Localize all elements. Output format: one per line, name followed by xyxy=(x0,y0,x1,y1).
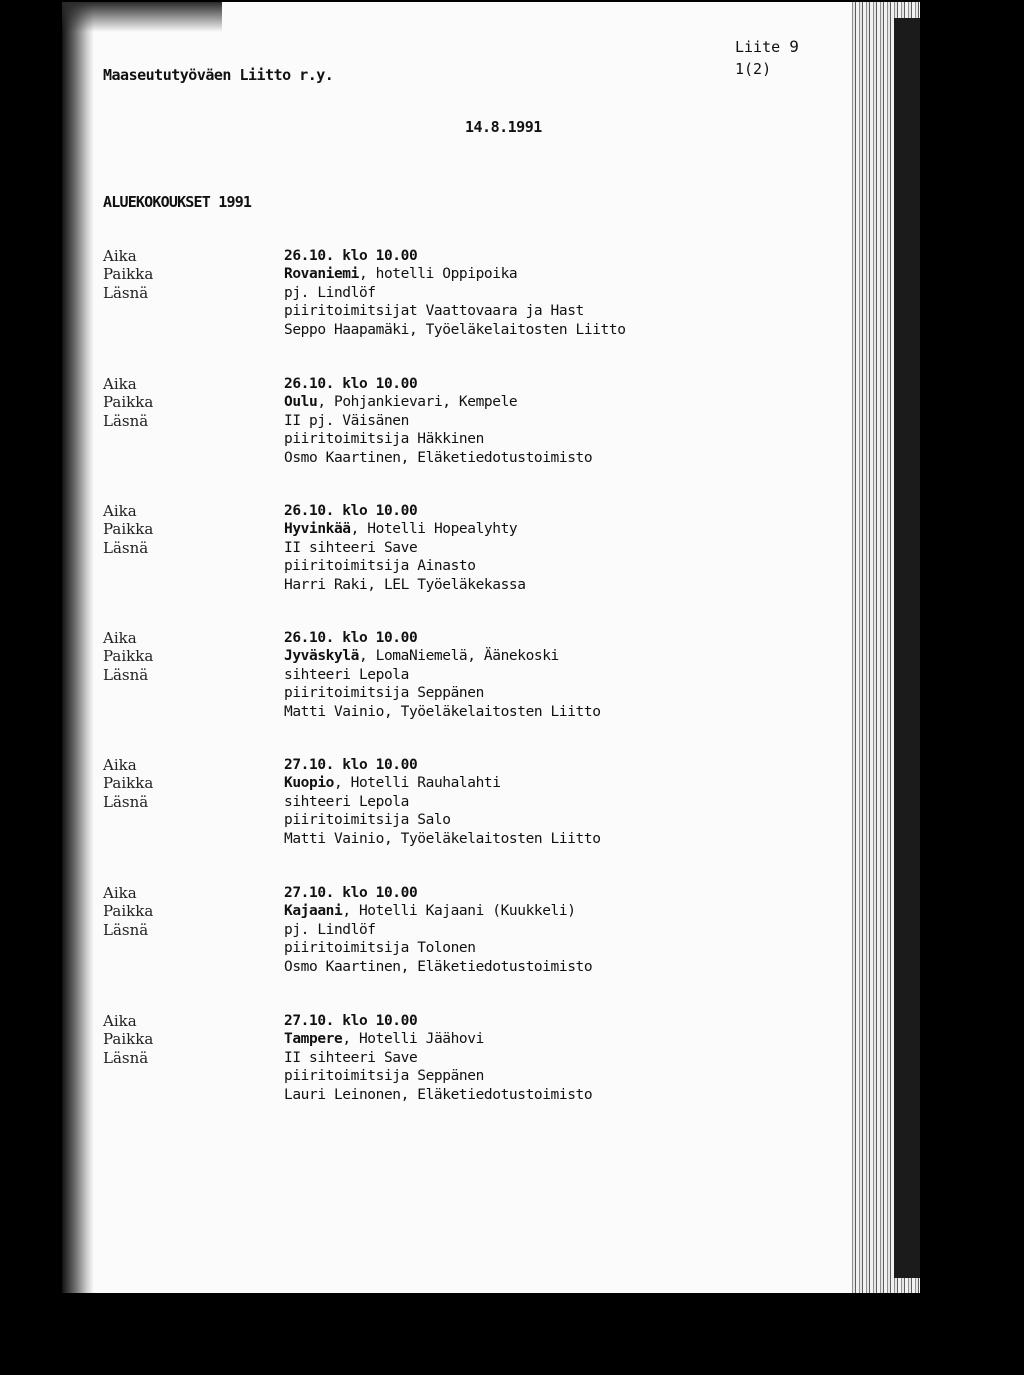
attendee: pj. Lindlöf xyxy=(284,284,376,301)
attendee: piiritoimitsijat Vaattovaara ja Hast xyxy=(284,303,584,320)
label-time: Aika xyxy=(103,502,137,520)
attendee: Osmo Kaartinen, Eläketiedotustoimisto xyxy=(284,958,593,975)
attachment-number: 9 xyxy=(789,37,799,56)
meeting-time: 26.10. klo 10.00 xyxy=(284,248,418,264)
meeting-entry xyxy=(103,502,803,592)
meeting-place xyxy=(284,647,601,665)
label-time: Aika xyxy=(103,756,137,774)
label-time: Aika xyxy=(103,375,137,393)
meeting-venue: , Hotelli Kajaani (Kuukkeli) xyxy=(342,903,576,920)
label-place: Paikka xyxy=(103,774,154,793)
meeting-details xyxy=(284,502,526,594)
meeting-venue: , hotelli Oppipoika xyxy=(358,266,518,283)
meeting-labels xyxy=(103,247,153,302)
attendee: piiritoimitsija Seppänen xyxy=(284,1068,484,1085)
attendee: sihteeri Lepola xyxy=(284,793,409,810)
attendee: Lauri Leinonen, Eläketiedotustoimisto xyxy=(284,1086,593,1103)
meeting-labels xyxy=(103,502,153,557)
attendee: sihteeri Lepola xyxy=(284,666,409,683)
attendee: II sihteeri Save xyxy=(284,539,418,556)
meeting-details xyxy=(284,247,626,339)
attachment-label xyxy=(735,37,799,56)
binding-shadow-top xyxy=(62,2,222,32)
meeting-entry xyxy=(103,247,803,337)
label-place: Paikka xyxy=(103,265,154,284)
label-time: Aika xyxy=(103,629,137,647)
label-present: Läsnä xyxy=(103,792,149,811)
meeting-place xyxy=(284,393,592,411)
organization-name: Maaseututyöväen Liitto r.y. xyxy=(103,66,334,84)
meeting-details xyxy=(284,629,601,721)
label-present: Läsnä xyxy=(103,665,149,684)
meeting-time: 27.10. klo 10.00 xyxy=(284,757,418,773)
attendee: Seppo Haapamäki, Työeläkelaitosten Liitto xyxy=(284,321,626,338)
meeting-details xyxy=(284,884,592,976)
attendee: II sihteeri Save xyxy=(284,1049,418,1066)
label-place: Paikka xyxy=(103,1030,154,1049)
meeting-venue: , Hotelli Rauhalahti xyxy=(333,775,501,792)
meeting-entry xyxy=(103,884,803,974)
meeting-time: 27.10. klo 10.00 xyxy=(284,1013,418,1029)
page-indicator: 1(2) xyxy=(735,60,772,78)
meeting-labels xyxy=(103,756,153,811)
meeting-entry xyxy=(103,629,803,719)
attendee: piiritoimitsija Tolonen xyxy=(284,940,476,957)
meeting-details xyxy=(284,375,592,467)
meeting-place xyxy=(284,265,626,283)
label-place: Paikka xyxy=(103,902,154,921)
meeting-city: Hyvinkää xyxy=(284,521,351,538)
attendee: Matti Vainio, Työeläkelaitosten Liitto xyxy=(284,703,601,720)
attendee: Osmo Kaartinen, Eläketiedotustoimisto xyxy=(284,449,593,466)
meeting-entry xyxy=(103,1012,803,1102)
meeting-venue: , Hotelli Hopealyhty xyxy=(350,521,518,538)
meeting-city: Oulu xyxy=(284,394,318,411)
label-present: Läsnä xyxy=(103,411,149,430)
document-heading: ALUEKOKOUKSET 1991 xyxy=(103,193,252,211)
meeting-labels xyxy=(103,629,153,684)
meeting-time: 27.10. klo 10.00 xyxy=(284,885,418,901)
meeting-city: Rovaniemi xyxy=(284,266,359,283)
meeting-labels xyxy=(103,1012,153,1067)
meeting-city: Jyväskylä xyxy=(284,648,359,665)
meeting-place xyxy=(284,1030,592,1048)
attendee: piiritoimitsija Salo xyxy=(284,812,451,829)
book-cover-edge xyxy=(894,18,920,1278)
meeting-city: Kuopio xyxy=(284,775,334,792)
meeting-time: 26.10. klo 10.00 xyxy=(284,630,418,646)
document-date: 14.8.1991 xyxy=(465,118,542,136)
meeting-entry xyxy=(103,756,803,846)
meeting-city: Kajaani xyxy=(284,903,343,920)
attendee: piiritoimitsija Häkkinen xyxy=(284,431,484,448)
attendee: Harri Raki, LEL Työeläkekassa xyxy=(284,576,526,593)
label-place: Paikka xyxy=(103,520,154,539)
label-time: Aika xyxy=(103,247,137,265)
meeting-city: Tampere xyxy=(284,1031,343,1048)
meeting-time: 26.10. klo 10.00 xyxy=(284,503,418,519)
meeting-place xyxy=(284,902,592,920)
label-present: Läsnä xyxy=(103,283,149,302)
meeting-venue: , LomaNiemelä, Äänekoski xyxy=(358,648,559,665)
meeting-time: 26.10. klo 10.00 xyxy=(284,376,418,392)
attendee: pj. Lindlöf xyxy=(284,921,376,938)
meeting-details xyxy=(284,756,601,848)
label-place: Paikka xyxy=(103,393,154,412)
meeting-place xyxy=(284,520,526,538)
label-present: Läsnä xyxy=(103,1048,149,1067)
meeting-details xyxy=(284,1012,592,1104)
attendee: piiritoimitsija Seppänen xyxy=(284,685,484,702)
meeting-venue: , Hotelli Jäähovi xyxy=(342,1031,484,1048)
attachment-label-text: Liite xyxy=(735,38,781,56)
label-place: Paikka xyxy=(103,647,154,666)
meeting-labels xyxy=(103,884,153,939)
meeting-labels xyxy=(103,375,153,430)
label-time: Aika xyxy=(103,884,137,902)
label-time: Aika xyxy=(103,1012,137,1030)
meeting-entry xyxy=(103,375,803,465)
label-present: Läsnä xyxy=(103,920,149,939)
meeting-venue: , Pohjankievari, Kempele xyxy=(317,394,518,411)
attendee: II pj. Väisänen xyxy=(284,412,409,429)
attendee: Matti Vainio, Työeläkelaitosten Liitto xyxy=(284,830,601,847)
binding-shadow xyxy=(62,2,94,1293)
label-present: Läsnä xyxy=(103,538,149,557)
meeting-place xyxy=(284,774,601,792)
attendee: piiritoimitsija Ainasto xyxy=(284,558,476,575)
